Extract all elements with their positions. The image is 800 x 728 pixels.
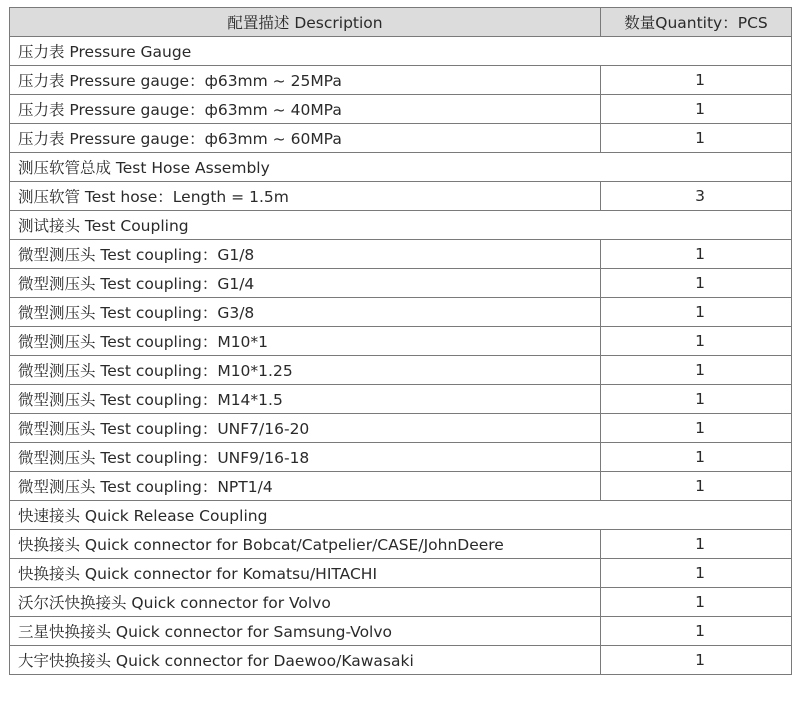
section-title: 压力表 Pressure Gauge xyxy=(10,37,792,66)
section-row xyxy=(10,153,792,182)
item-quantity: 1 xyxy=(601,95,792,124)
table-row xyxy=(10,269,792,298)
item-quantity: 1 xyxy=(601,327,792,356)
table-row xyxy=(10,240,792,269)
item-quantity: 1 xyxy=(601,617,792,646)
item-description: 快换接头 Quick connector for Bobcat/Catpelier/CASE/JohnDeere xyxy=(10,530,601,559)
section-row xyxy=(10,211,792,240)
item-description: 沃尔沃快换接头 Quick connector for Volvo xyxy=(10,588,601,617)
item-quantity: 1 xyxy=(601,298,792,327)
item-quantity: 1 xyxy=(601,443,792,472)
item-quantity: 1 xyxy=(601,559,792,588)
table-row xyxy=(10,530,792,559)
item-quantity: 1 xyxy=(601,356,792,385)
table-row xyxy=(10,646,792,675)
description-column-header: 配置描述 Description xyxy=(10,8,601,37)
item-description: 微型测压头 Test coupling：M10*1.25 xyxy=(10,356,601,385)
section-title: 测试接头 Test Coupling xyxy=(10,211,792,240)
item-description: 快换接头 Quick connector for Komatsu/HITACHI xyxy=(10,559,601,588)
item-quantity: 1 xyxy=(601,269,792,298)
section-title: 快速接头 Quick Release Coupling xyxy=(10,501,792,530)
table-row xyxy=(10,327,792,356)
table-row xyxy=(10,559,792,588)
table-row xyxy=(10,124,792,153)
item-quantity: 1 xyxy=(601,588,792,617)
section-row xyxy=(10,501,792,530)
table-row xyxy=(10,66,792,95)
item-description: 微型测压头 Test coupling：UNF9/16-18 xyxy=(10,443,601,472)
item-description: 压力表 Pressure gauge：ф63mm ~ 40MPa xyxy=(10,95,601,124)
table-row xyxy=(10,385,792,414)
item-quantity: 1 xyxy=(601,530,792,559)
item-description: 大宇快换接头 Quick connector for Daewoo/Kawasaki xyxy=(10,646,601,675)
table-row xyxy=(10,356,792,385)
quantity-column-header: 数量Quantity：PCS xyxy=(601,8,792,37)
item-description: 微型测压头 Test coupling：UNF7/16-20 xyxy=(10,414,601,443)
table-row xyxy=(10,414,792,443)
item-quantity: 3 xyxy=(601,182,792,211)
item-description: 微型测压头 Test coupling：G1/8 xyxy=(10,240,601,269)
item-description: 压力表 Pressure gauge：ф63mm ~ 25MPa xyxy=(10,66,601,95)
item-description: 微型测压头 Test coupling：M10*1 xyxy=(10,327,601,356)
item-description: 压力表 Pressure gauge：ф63mm ~ 60MPa xyxy=(10,124,601,153)
item-description: 微型测压头 Test coupling：M14*1.5 xyxy=(10,385,601,414)
table-row xyxy=(10,617,792,646)
table-row xyxy=(10,95,792,124)
item-quantity: 1 xyxy=(601,240,792,269)
item-description: 微型测压头 Test coupling：G3/8 xyxy=(10,298,601,327)
table-row xyxy=(10,588,792,617)
item-quantity: 1 xyxy=(601,414,792,443)
table-row xyxy=(10,298,792,327)
item-quantity: 1 xyxy=(601,66,792,95)
table-row xyxy=(10,182,792,211)
item-description: 三星快换接头 Quick connector for Samsung-Volvo xyxy=(10,617,601,646)
configuration-table xyxy=(9,7,792,675)
table-header-row xyxy=(10,8,792,37)
item-quantity: 1 xyxy=(601,472,792,501)
item-quantity: 1 xyxy=(601,385,792,414)
item-description: 测压软管 Test hose：Length = 1.5m xyxy=(10,182,601,211)
table-row xyxy=(10,443,792,472)
spec-table-container xyxy=(9,7,792,675)
item-quantity: 1 xyxy=(601,646,792,675)
table-body xyxy=(10,37,792,675)
item-description: 微型测压头 Test coupling：NPT1/4 xyxy=(10,472,601,501)
table-row xyxy=(10,472,792,501)
section-row xyxy=(10,37,792,66)
section-title: 测压软管总成 Test Hose Assembly xyxy=(10,153,792,182)
item-description: 微型测压头 Test coupling：G1/4 xyxy=(10,269,601,298)
item-quantity: 1 xyxy=(601,124,792,153)
